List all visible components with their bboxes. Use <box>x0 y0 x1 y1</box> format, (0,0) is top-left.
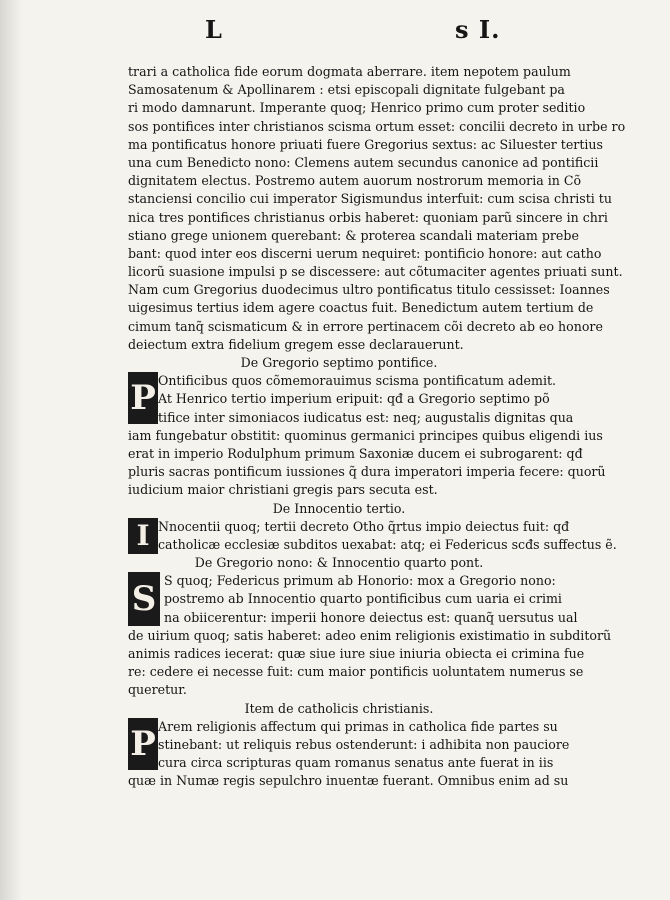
text-line: Samosatenum & Apollinarem : etsi episcopali dignitate fulgebant pa <box>128 82 565 98</box>
text-line: Arem religionis affectum qui primas in catholica fide partes su <box>158 718 558 734</box>
paragraph-with-initial <box>128 518 617 554</box>
text-line: S quoq; Federicus primum ab Honorio: mox a Gregorio nono: <box>164 573 556 589</box>
text-line: cura circa scripturas quam romanus senatus ante fuerat in iis <box>158 755 554 771</box>
text-line: stanciensi concilio cui imperator Sigismundus interfuit: cum scisa christi tu <box>128 191 612 207</box>
text-line: iudicium maior christiani gregis pars secuta est. <box>128 482 438 498</box>
text-line: ri modo damnarunt. Imperante quoq; Henrico primo cum proter seditio <box>128 100 586 116</box>
body-text <box>128 63 626 791</box>
text-line: cimum tanq̃ scismaticum & in errore pertinacem cõi decreto ab eo honore <box>128 318 603 334</box>
text-line: deiectum extra fidelium gregem esse declarauerunt. <box>128 336 464 352</box>
text-line: dignitatem electus. Postremo autem auorum nostrorum memoria in Cõ <box>128 173 582 189</box>
text-line: stiano grege unionem querebant: & proterea scandali materiam prebe <box>128 227 579 243</box>
text-line: queretur. <box>128 682 187 698</box>
decorated-initial: S <box>128 572 160 626</box>
text-line: trari a catholica fide eorum dogmata aberrare. item nepotem paulum <box>128 64 571 79</box>
paragraph-with-initial <box>128 372 574 427</box>
text-line: Ontificibus quos cõmemorauimus scisma pontificatum ademit. <box>158 373 557 389</box>
header-left-text: L <box>205 15 223 44</box>
scan-edge-shadow <box>0 0 22 900</box>
text-line: Nam cum Gregorius duodecimus ultro pontificatus titulo cessisset: Ioannes <box>128 282 610 298</box>
paragraph-with-initial <box>128 572 578 627</box>
text-line: bant: quod inter eos discerni uerum nequiret: pontificio honore: aut catho <box>128 245 602 261</box>
header-right-text: s I. <box>455 15 501 44</box>
section-heading: De Gregorio septimo pontifice. <box>240 355 438 370</box>
text-line: licorũ suasione impulsi p se discessere: aut cõtumaciter agentes priuati sunt. <box>128 264 623 280</box>
section-heading: De Gregorio nono: & Innocentio quarto pont. <box>194 555 484 571</box>
text-line: pluris sacras pontificum iussiones q̃ dura imperatori imperia fecere: quorũ <box>128 464 606 480</box>
decorated-initial: I <box>128 518 158 554</box>
text-line: na obiicerentur: imperii honore deiectus est: quanq̃ uersutus ual <box>164 609 578 625</box>
text-line: iam fungebatur obstitit: quominus germanici principes quibus eligendi ius <box>128 427 603 443</box>
decorated-initial: P <box>128 718 158 770</box>
text-line: quæ in Numæ regis sepulchro inuentæ fuerant. Omnibus enim ad su <box>128 773 569 789</box>
running-header <box>0 15 670 45</box>
text-line: ma pontificatus honore priuati fuere Gregorius sextus: ac Siluester tertius <box>128 136 603 152</box>
paragraph-with-initial <box>128 718 570 773</box>
text-line: uigesimus tertius idem agere coactus fuit. Benedictum autem tertium de <box>128 300 594 316</box>
text-line: animis radices iecerat: quæ siue iure siue iniuria obiecta ei crimina fue <box>128 646 585 661</box>
text-line: nica tres pontifices christianus orbis haberet: quoniam parũ sincere in chri <box>128 209 608 225</box>
text-line: re: cedere ei necesse fuit: cum maior pontificis uoluntatem numerus se <box>128 664 584 680</box>
text-line: At Henrico tertio imperium eripuit: qđ a Gregorio septimo põ <box>158 391 550 407</box>
text-line: catholicæ ecclesiæ subditos uexabat: atq; ei Federicus scđs suffectus ẽ. <box>158 536 617 552</box>
text-line: tifice inter simoniacos iudicatus est: neq; augustalis dignitas qua <box>158 409 574 425</box>
decorated-initial: P <box>128 372 158 424</box>
section-heading: De Innocentio tertio. <box>272 500 406 516</box>
text-line: erat in imperio Rodulphum primum Saxoniæ ducem ei subrogarent: qđ <box>128 445 583 461</box>
text-line: de uirium quoq; satis haberet: adeo enim religionis existimatio in subditorũ <box>128 627 612 643</box>
text-line: postremo ab Innocentio quarto pontificibus cum uaria ei crimi <box>164 591 562 607</box>
text-line: Nnocentii quoq; tertii decreto Otho q̃rtus impio deiectus fuit: qđ <box>158 518 570 534</box>
text-line: stinebant: ut reliquis rebus ostenderunt: i adhibita non pauciore <box>158 736 570 752</box>
text-line: una cum Benedicto nono: Clemens autem secundus canonice ad pontificii <box>128 154 599 170</box>
text-line: sos pontifices inter christianos scisma ortum esset: concilii decreto in urbe ro <box>128 118 626 134</box>
section-heading: Item de catholicis christianis. <box>244 700 434 716</box>
